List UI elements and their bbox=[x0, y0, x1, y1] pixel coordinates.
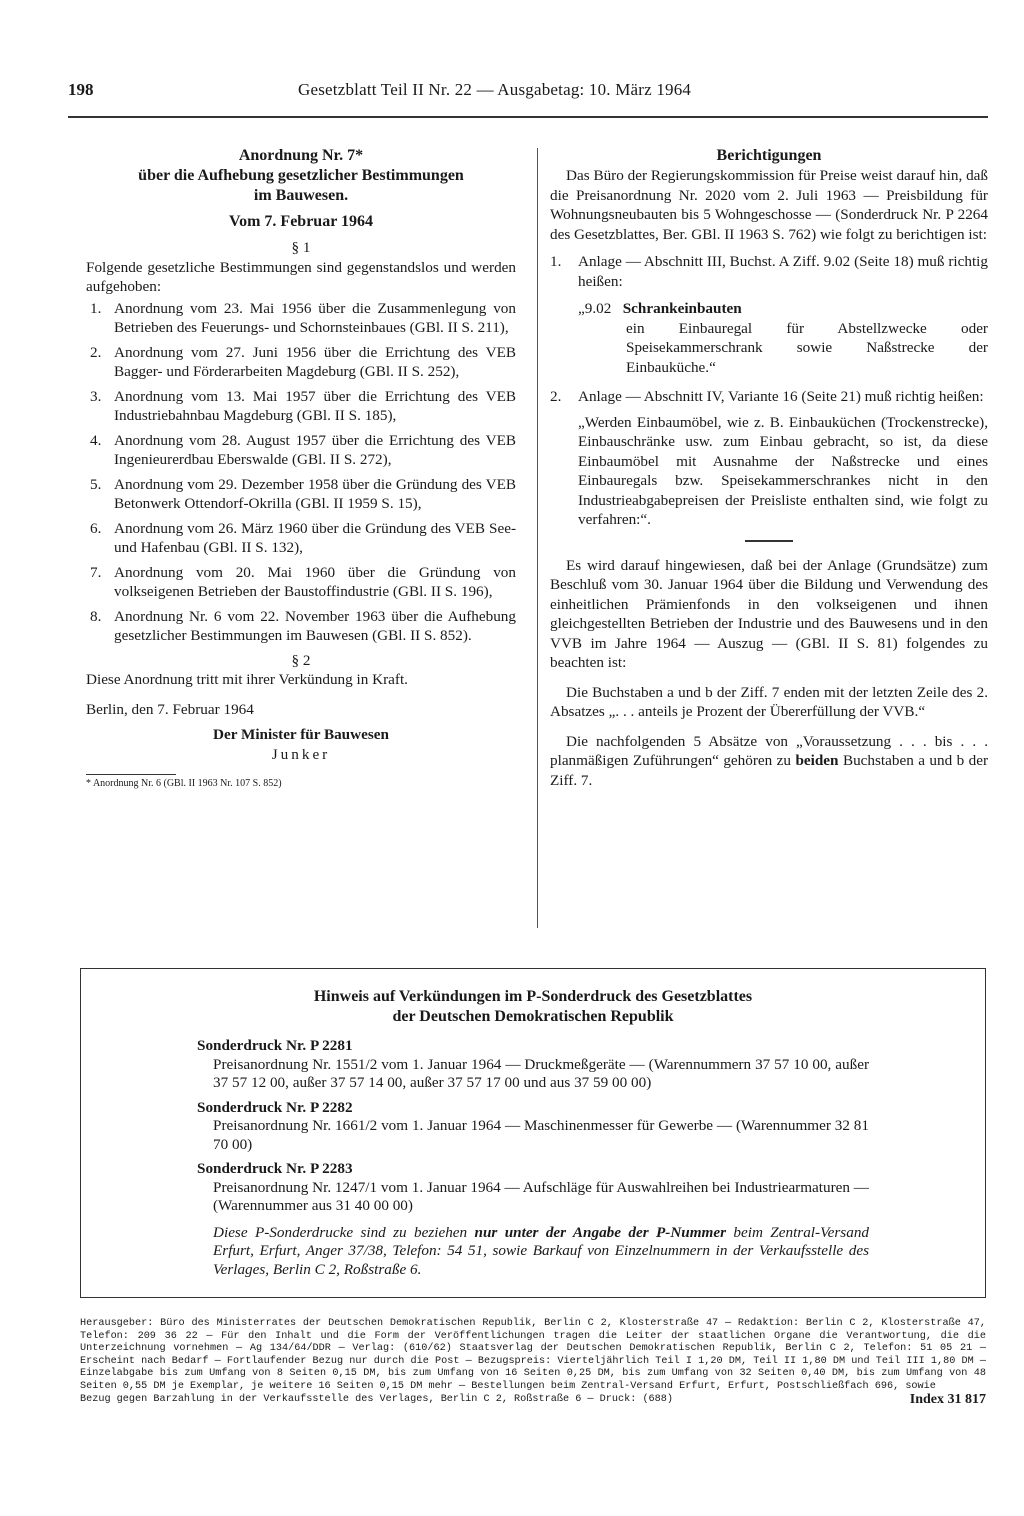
special-print-entry: Sonderdruck Nr. P 2282 Preisanordnung Nr. 1661/2 vom 1. Januar 1964 — Maschinenmesser für Gewerbe — (Warennummer 32 81 70 00) bbox=[197, 1098, 869, 1153]
correction-item-2: 2. Anlage — Abschnitt IV, Variante 16 (Seite 21) muß richtig heißen: bbox=[550, 388, 984, 405]
index-number: Index 31 817 bbox=[909, 1391, 986, 1407]
page-header bbox=[68, 80, 988, 106]
box-title-line2: der Deutschen Demokratischen Republik bbox=[392, 1008, 674, 1025]
box-title-line1: Hinweis auf Verkündungen im P-Sonderdruck des Gesetzblattes bbox=[313, 988, 753, 1005]
list-item: 4. Anordnung vom 28. August 1957 über die Errichtung des VEB Ingenieurerdbau Eberswalde (GBl. II S. 272), bbox=[90, 431, 516, 468]
section-1-intro: Folgende gesetzliche Bestimmungen sind gegenstandslos und werden aufgehoben: bbox=[86, 258, 516, 295]
ordinance-title-line1: Anordnung Nr. 7* bbox=[238, 147, 364, 164]
ordering-note: Diese P-Sonderdrucke sind zu beziehen nur unter der Angabe der P-Nummer beim Zentral-Versand Erfurt, Erfurt, Anger 37/38, Telefon: 54 51, sowie Barkauf von Einzelnummern in der Verkaufsstelle des Verlages, Berlin C 2, Roßstraße 6. bbox=[213, 1223, 870, 1278]
right-column bbox=[550, 146, 988, 790]
page-number: 198 bbox=[68, 80, 94, 99]
repealed-list bbox=[86, 299, 516, 646]
section-2-text: Diese Anordnung tritt mit ihrer Verkündung in Kraft. bbox=[86, 671, 408, 688]
quote-heading: Schrankeinbauten bbox=[622, 300, 742, 317]
signatory-title: Der Minister für Bauwesen bbox=[213, 726, 389, 743]
special-print-entry: Sonderdruck Nr. P 2281 Preisanordnung Nr. 1551/2 vom 1. Januar 1964 — Druckmeßgeräte — (Warennummern 37 57 10 00, außer 37 57 12 00, außer 37 57 14 00, außer 37 57 17 00 und aus 37 59 00 00) bbox=[197, 1037, 869, 1091]
list-item: 3. Anordnung vom 13. Mai 1957 über die Errichtung des VEB Industriebahnbau Magdeburg (GBl. II S. 185), bbox=[90, 387, 516, 424]
section-2-heading: § 2 bbox=[291, 651, 311, 669]
header-rule bbox=[68, 116, 988, 118]
list-item: 2. Anordnung vom 27. Juni 1956 über die Errichtung des VEB Bagger- und Förderarbeiten Magdeburg (GBl. II S. 252), bbox=[90, 343, 516, 380]
list-item: 7. Anordnung vom 20. Mai 1960 über die Gründung von volkseigenen Betrieben der Baustoffindustrie (GBl. II S. 196), bbox=[90, 563, 516, 600]
ordinance-title-line2: über die Aufhebung gesetzlicher Bestimmungen bbox=[138, 167, 464, 184]
section-1-heading: § 1 bbox=[291, 239, 311, 256]
imprint bbox=[80, 1318, 986, 1406]
notice-paragraph-2: Die Buchstaben a und b der Ziff. 7 enden mit der letzten Zeile des 2. Absatzes „. . . anteils je Prozent der Übererfüllung der VVB.“ bbox=[550, 683, 988, 720]
ordinance-title-line3: im Bauwesen. bbox=[253, 187, 349, 204]
list-item: 8. Anordnung Nr. 6 vom 22. November 1963 über die Aufhebung gesetzlicher Bestimmungen im Bauwesen (GBl. II S. 852). bbox=[90, 607, 516, 644]
signatory-name: Junker bbox=[271, 745, 331, 763]
running-head: Gesetzblatt Teil II Nr. 22 — Ausgabetag: 10. März 1964 bbox=[298, 80, 692, 99]
list-item: 6. Anordnung vom 26. März 1960 über die Gründung des VEB See- und Hafenbau (GBl. II S. 132), bbox=[90, 519, 516, 556]
imprint-last-line: Bezug gegen Barzahlung in der Verkaufsstelle des Verlages, Berlin C 2, Roßstraße 6 — Druck: (688) Index 31 817 bbox=[80, 1391, 986, 1407]
list-item: 5. Anordnung vom 29. Dezember 1958 über die Gründung des VEB Betonwerk Ottendorf-Okrilla (GBl. II 1959 S. 15), bbox=[90, 475, 516, 512]
footnote: * Anordnung Nr. 6 (GBl. II 1963 Nr. 107 S. 852) bbox=[86, 778, 282, 789]
corrections-title: Berichtigungen bbox=[716, 147, 822, 164]
place-date: Berlin, den 7. Februar 1964 bbox=[86, 700, 254, 718]
special-print-entry: Sonderdruck Nr. P 2283 Preisanordnung Nr. 1247/1 vom 1. Januar 1964 — Aufschläge für Auswahlreihen bei Industriearmaturen — (Warennummer aus 31 40 00 00) bbox=[197, 1160, 869, 1214]
footnote-rule bbox=[86, 774, 176, 775]
correction-item-1: 1. Anlage — Abschnitt III, Buchst. A Ziff. 9.02 (Seite 18) muß richtig heißen: bbox=[550, 253, 988, 290]
notice-paragraph-1: Es wird darauf hingewiesen, daß bei der Anlage (Grundsätze) zum Beschluß vom 30. Januar 1964 über die Bildung und Verwendung des einheitlichen Prämienfonds in den volkseigenen und ihnen gleichgestellten Betrieben der Industrie und des Bauwesens und in den VVB im Jahre 1964 — Auszug — (GBl. II S. 81) folgendes zu beachten ist: bbox=[550, 556, 988, 671]
notice-paragraph-3: Die nachfolgenden 5 Absätze von „Voraussetzung . . . bis . . . planmäßigen Zuführungen“ gehören zu beiden Buchstaben a und b der Ziff. 7. bbox=[550, 732, 989, 789]
list-item: 1. Anordnung vom 23. Mai 1956 über die Zusammenlegung von Betrieben des Feuerungs- und Schornsteinbaues (GBl. II S. 211), bbox=[90, 299, 516, 336]
correction-quote-1: „9.02 Schrankeinbauten ein Einbauregal für Abstellzwecke oder Speisekammerschrank sowie Naßstrecke der Einbauküche.“ bbox=[578, 300, 988, 376]
corrections-intro: Das Büro der Regierungskommission für Preise weist darauf hin, daß die Preisanordnung Nr. 2020 vom 2. Juli 1963 — Preisbildung für Wohnungsneubauten bis 5 Wohngeschosse — (Sonderdruck Nr. P 2264 des Gesetzblattes, Ber. GBl. II 1963 S. 762) wie folgt zu berichtigen ist: bbox=[550, 167, 988, 243]
correction-quote-2: „Werden Einbaumöbel, wie z. B. Einbauküchen (Trockenstrecke), Einbauschränke usw. zum Einbau gebracht, so ist, da diese Einbaumöbel mit Ausnahme der Naßstrecke und eines Einbauregals bzw. Speisekammerschrankes nicht in den Industrieabgabepreisen der Preisliste enthalten sind, wie folgt zu verfahren:“. bbox=[578, 413, 988, 528]
column-divider bbox=[537, 148, 538, 928]
section-rule bbox=[745, 540, 793, 542]
left-column bbox=[86, 146, 516, 790]
imprint-text: Herausgeber: Büro des Ministerrates der Deutschen Demokratischen Republik, Berlin C 2, Klosterstraße 47 — Redaktion: Berlin C 2, Klosterstraße 47, Telefon: 209 36 22 — Für den Inhalt und die Form der Veröffentlichungen tragen die Leiter der staatlichen Organe die Verantwortung, die die Unterzeichnung vornehmen — Ag 134/64/DDR — Verlag: (610/62) Staatsverlag der Deutschen Demokratischen Republik, Berlin C 2, Telefon: 51 05 21 — Erscheint nach Bedarf — Fortlaufender Bezug nur durch die Post — Bezugspreis: Vierteljährlich Teil I 1,20 DM, Teil II 1,80 DM und Teil III 1,80 DM — Einzelabgabe bis zum Umfang von 8 Seiten 0,15 DM, bis zum Umfang von 16 Seiten 0,25 DM, bis zum Umfang von 32 Seiten 0,40 DM, bis zum Umfang von 48 Seiten 0,55 DM je Exemplar, je weitere 16 Seiten 0,15 DM mehr — Bestellungen beim Zentral-Versand Erfurt, Erfurt, Postschließfach 696, sowie bbox=[80, 1318, 986, 1392]
special-print-notice-box bbox=[80, 968, 986, 1298]
ordinance-date: Vom 7. Februar 1964 bbox=[229, 213, 373, 230]
